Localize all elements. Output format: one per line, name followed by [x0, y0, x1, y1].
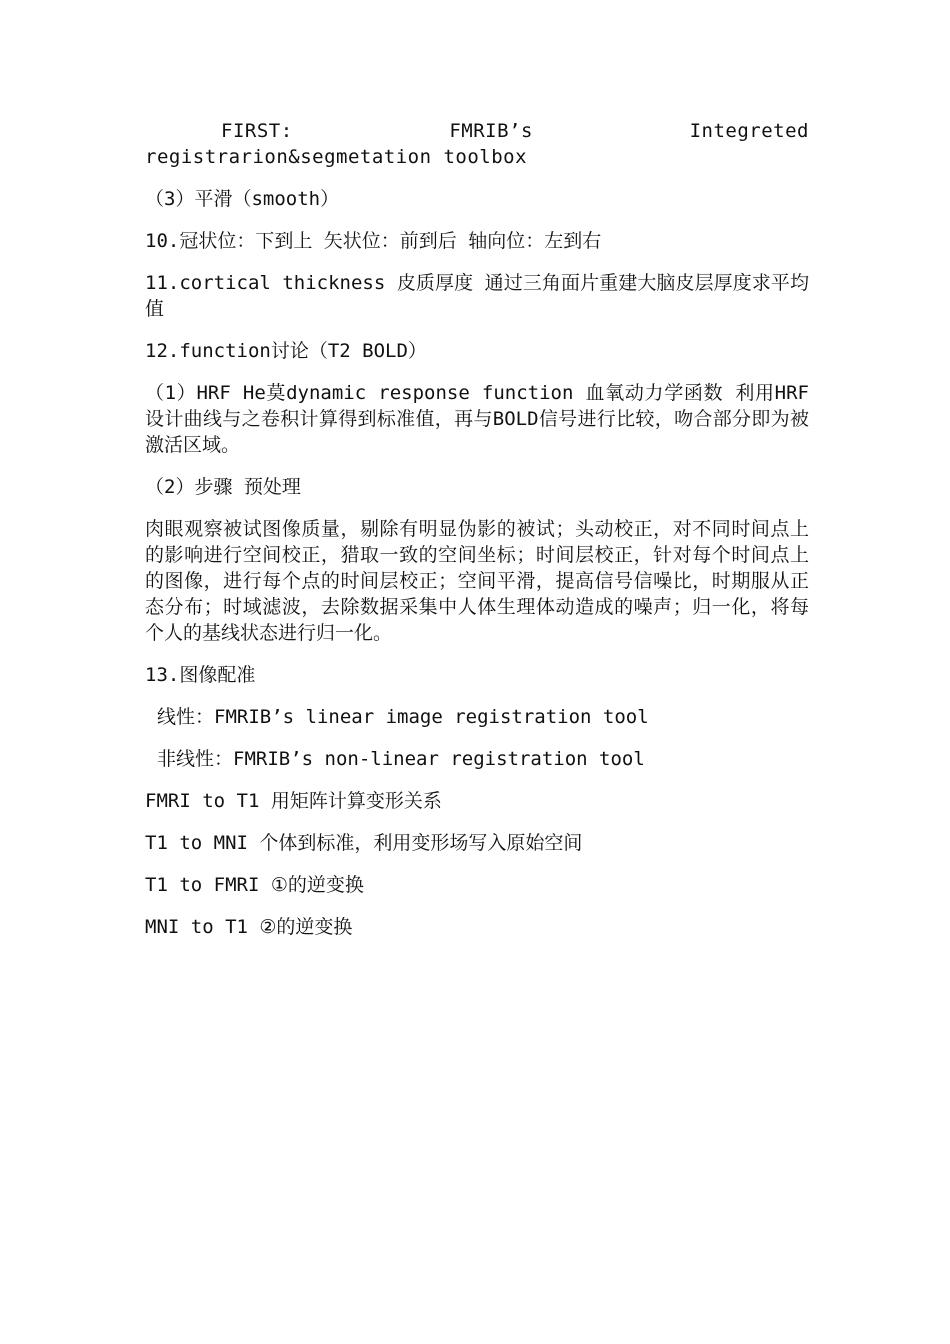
paragraph-orientation: 10.冠状位：下到上 矢状位：前到后 轴向位：左到右 [145, 230, 602, 252]
document-body [145, 118, 809, 956]
paragraph-function-heading: 12.function讨论（T2 BOLD） [145, 340, 427, 362]
paragraph-t1-to-mni: T1 to MNI 个体到标准，利用变形场写入原始空间 [145, 832, 583, 854]
paragraph-fmri-to-t1: FMRI to T1 用矩阵计算变形关系 [145, 790, 442, 812]
paragraph-mni-to-t1: MNI to T1 ②的逆变换 [145, 916, 353, 938]
paragraph-hrf: （1）HRF He莫dynamic response function 血氧动力学函数 利用HRF设计曲线与之卷积计算得到标准值，再与BOLD信号进行比较，吻合部分即为被激活区域。 [145, 382, 809, 456]
paragraph-preprocessing: 肉眼观察被试图像质量，剔除有明显伪影的被试；头动校正，对不同时间点上的影响进行空间校正，猎取一致的空间坐标；时间层校正，针对每个时间点上的图像，进行每个点的时间层校正；空间平滑，提高信号信噪比，时期服从正态分布；时域滤波，去除数据采集中人体生理体动造成的噪声；归一化，将每个人的基线状态进行归一化。 [145, 518, 809, 644]
paragraph-first-toolbox: FIRST: FMRIB’s Integreted registrarion&segmetation toolbox [145, 120, 809, 168]
paragraph-linear: 线性：FMRIB’s linear image registration tool [157, 706, 649, 728]
paragraph-smooth: （3）平滑（smooth） [145, 188, 340, 210]
paragraph-nonlinear: 非线性：FMRIB’s non-linear registration tool [157, 748, 645, 770]
paragraph-cortical-thickness: 11.cortical thickness 皮质厚度 通过三角面片重建大脑皮层厚度求平均值 [145, 272, 809, 320]
paragraph-steps: （2）步骤 预处理 [145, 476, 301, 498]
paragraph-t1-to-fmri: T1 to FMRI ①的逆变换 [145, 874, 364, 896]
paragraph-registration-heading: 13.图像配准 [145, 664, 256, 686]
